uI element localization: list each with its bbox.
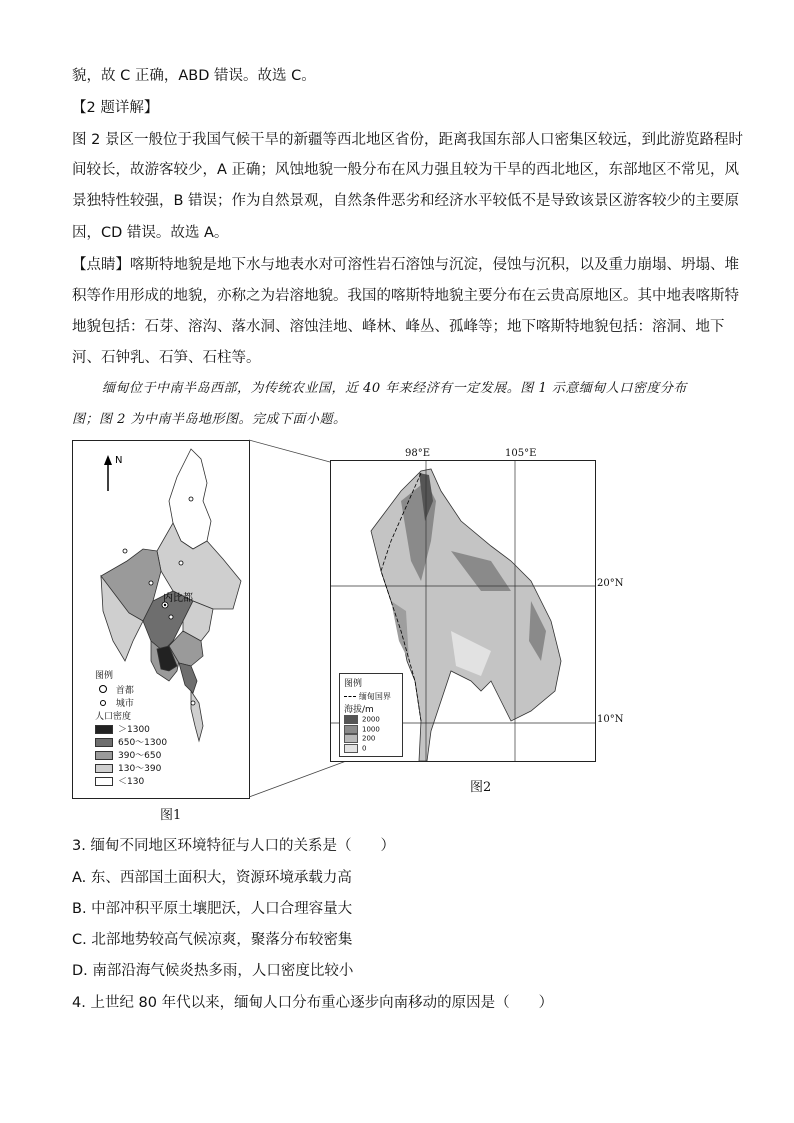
border-legend-icon bbox=[344, 696, 356, 697]
elev-swatch bbox=[344, 725, 358, 734]
answer-line-1: 貌，故 C 正确，ABD 错误。故选 C。 bbox=[72, 68, 316, 84]
tip-line-3: 地貌包括：石芽、溶沟、落水洞、溶蚀洼地、峰林、峰丛、孤峰等；地下喀斯特地貌包括：溶洞、地下 bbox=[72, 319, 725, 335]
legend-border-row bbox=[344, 691, 398, 702]
answer-line-4: 间较长，故游客较少，A 正确；风蚀地貌一般分布在风力强且较为干旱的西北地区，东部地区不常见，风 bbox=[72, 162, 740, 178]
density-class-label: ＞1300 bbox=[118, 725, 150, 735]
fig1-legend-title: 图例 bbox=[95, 671, 114, 681]
elev-class-label: 2000 bbox=[362, 715, 380, 724]
option-3b: B. 中部冲积平原土壤肥沃，人口合理容量大 bbox=[72, 901, 353, 917]
capital-label: 内比都 bbox=[163, 593, 193, 604]
fig2-legend bbox=[339, 673, 403, 757]
figure-1-caption: 图1 bbox=[160, 808, 182, 823]
density-class-label: ＜130 bbox=[118, 777, 145, 787]
legend-border-label: 缅甸国界 bbox=[358, 692, 391, 701]
lat-10-label: 10°N bbox=[597, 714, 624, 725]
intro-line-1: 缅甸位于中南半岛西部，为传统农业国，近 40 年来经济有一定发展。图 1 示意缅甸人口密度分布 bbox=[102, 381, 687, 396]
answer-heading-2: 【2 题详解】 bbox=[72, 100, 159, 116]
density-class-label: 650～1300 bbox=[118, 738, 168, 748]
option-3c: C. 北部地势较高气候凉爽，聚落分布较密集 bbox=[72, 932, 353, 948]
elev-class-label: 0 bbox=[362, 744, 367, 752]
legend-density-title: 人口密度 bbox=[95, 712, 132, 722]
elev-swatch bbox=[344, 715, 358, 724]
density-class-label: 130～390 bbox=[118, 764, 162, 774]
answer-line-5: 景独特性较强，B 错误；作为自然景观，自然条件恶劣和经济水平较低不是导致该景区游客较少的主要原 bbox=[72, 193, 740, 209]
lat-20-label: 20°N bbox=[597, 578, 624, 589]
figure-2-caption: 图2 bbox=[470, 780, 492, 795]
legend-elev-title: 海拔/m bbox=[344, 705, 374, 715]
elev-class-row bbox=[344, 734, 398, 744]
lon-105-label: 105°E bbox=[505, 448, 537, 459]
density-class-label: 390～650 bbox=[118, 751, 162, 761]
tip-line-1: 【点睛】喀斯特地貌是地下水与地表水对可溶性岩石溶蚀与沉淀，侵蚀与沉积，以及重力崩塌、坍塌、堆 bbox=[72, 257, 739, 273]
elev-class-list bbox=[344, 715, 398, 753]
question-4: 4. 上世纪 80 年代以来，缅甸人口分布重心逐步向南移动的原因是（ ） bbox=[72, 995, 554, 1011]
answer-line-3: 图 2 景区一般位于我国气候干旱的新疆等西北地区省份，距离我国东部人口密集区较远，到此游览路程时 bbox=[72, 132, 743, 148]
elev-class-row bbox=[344, 744, 398, 754]
fig2-legend-title: 图例 bbox=[344, 679, 363, 689]
north-label: N bbox=[115, 455, 123, 466]
figure-2-frame bbox=[330, 460, 596, 762]
tip-line-2: 积等作用形成的地貌，亦称之为岩溶地貌。我国的喀斯特地貌主要分布在云贵高原地区。其中地表喀斯特 bbox=[72, 288, 739, 304]
intro-line-2: 图；图 2 为中南半岛地形图。完成下面小题。 bbox=[72, 412, 347, 427]
tip-line-4: 河、石钟乳、石笋、石柱等。 bbox=[72, 350, 261, 366]
elev-class-label: 1000 bbox=[362, 725, 380, 733]
option-3d: D. 南部沿海气候炎热多雨，人口密度比较小 bbox=[72, 963, 354, 979]
elev-class-label: 200 bbox=[362, 734, 376, 743]
legend-capital-label: 首都 bbox=[115, 686, 134, 696]
lon-98-label: 98°E bbox=[405, 448, 431, 459]
legend-city-label: 城市 bbox=[115, 699, 134, 709]
elev-class-row bbox=[344, 725, 398, 735]
elev-class-row bbox=[344, 715, 398, 725]
question-3: 3. 缅甸不同地区环境特征与人口的关系是（ ） bbox=[72, 838, 395, 854]
option-3a: A. 东、西部国土面积大，资源环境承载力高 bbox=[72, 870, 352, 886]
elev-swatch bbox=[344, 734, 358, 743]
answer-line-6: 因，CD 错误。故选 A。 bbox=[72, 225, 229, 241]
elev-swatch bbox=[344, 744, 358, 753]
